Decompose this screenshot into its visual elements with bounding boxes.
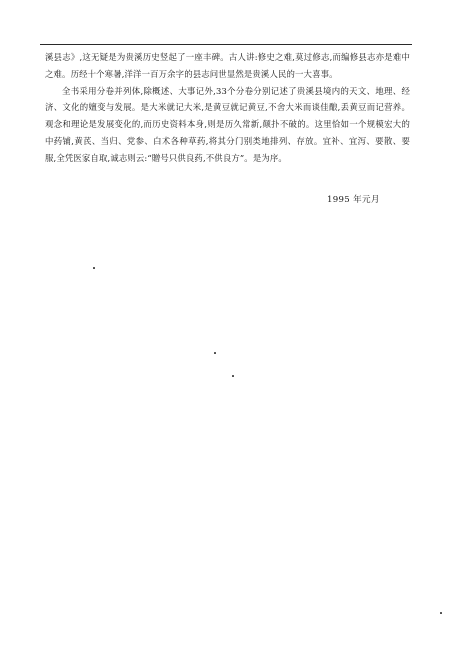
preface-text — [45, 49, 410, 167]
top-rule — [40, 44, 412, 45]
scan-speck — [214, 352, 216, 354]
paragraph-continued: 溪县志》,这无疑是为贵溪历史竖起了一座丰碑。古人讲:修史之难,莫过修志,而编修县志亦是难中之难。历经十个寒暑,洋洋一百万余字的县志问世显然是贵溪人民的一大喜事。 — [45, 52, 410, 79]
scan-speck — [440, 612, 442, 614]
preface-date: 1995 年元月 — [327, 195, 380, 205]
scan-speck — [93, 267, 95, 269]
scan-speck — [232, 375, 234, 377]
paragraph-structure: 全书采用分卷并列体,除概述、大事记外,33个分卷分别记述了贵溪县境内的天文、地理、经济、文化的嬗变与发展。是大米就记大米,是黄豆就记黄豆,不舍大米而谈佳酿,丢黄豆而记营养。观念和理论是发展变化的,而历史资料本身,则是历久常新,颠扑不破的。这里恰如一个规模宏大的中药铺,黄芪、当归、党参、白术各种草药,将其分门别类地排列、存放。宜补、宜泻、要散、要服,全凭医家自取,诚志则云:“贈号只供良药,不供良方”。是为序。 — [45, 85, 410, 163]
